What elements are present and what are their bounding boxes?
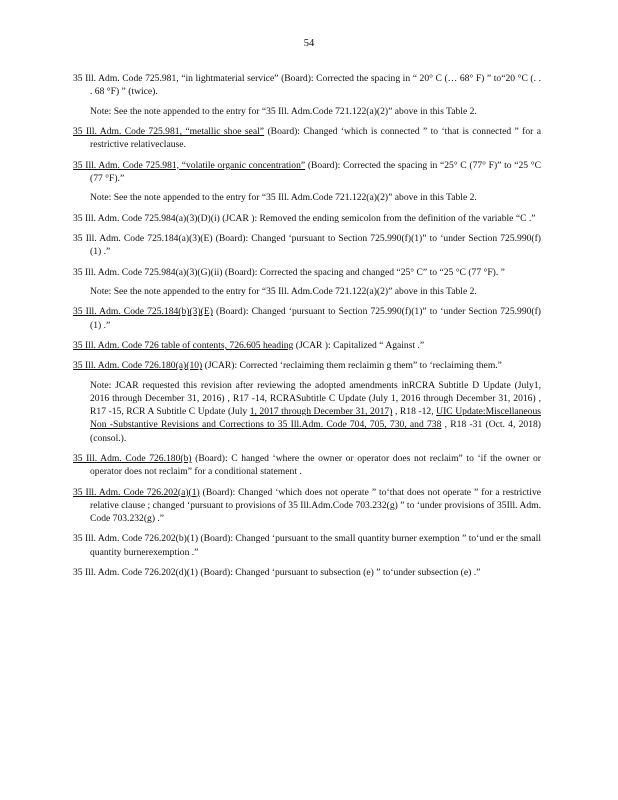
list-item <box>73 232 541 258</box>
entry-citation: 35 Ill. Adm. Code 726.202(d)(1) <box>73 566 198 578</box>
entry-citation: 35 Ill. Adm. Code 726 table of contents, 726.605 heading <box>73 339 294 351</box>
entry-description: (JCAR ): Capitalized “ Against .” <box>293 339 425 351</box>
jcar-note-text: Note: JCAR requested this revision after reviewing the adopted amendments inRCRA Subtitle D Update (July1, 2016 through December 31, 2016) , R17 -14, RCRASubtitle C Update (July 1, 2016 through December 31, 2016) , R17 -15, RCR A Subtitle C Update (July <box>90 379 541 418</box>
entry-citation: 35 Ill. Adm. Code 725.184(b)(3)(E) <box>73 306 213 318</box>
entry-description: (Board): Changed ‘pursuant to subsection (e) ” to‘under subsection (e) .” <box>197 566 481 578</box>
entry-description: (JCAR ): Removed the ending semicolon from the definition of the variable “C .” <box>219 212 536 224</box>
jcar-note-docket: UIC Update:Miscellaneous Non -Substantive Revisions and Corrections to 35 Ill.Adm. Code 704, 705, 730, and 738 <box>90 406 542 431</box>
table-note: Note: See the note appended to the entry for “35 Ill. Adm.Code 721.122(a)(2)” above in this Table 2. <box>90 285 477 297</box>
entry-citation: 35 Ill. Adm. Code 725.981, “metallic shoe seal” <box>73 125 265 137</box>
jcar-note-text: , R18 -31 (Oct. 4, 2018) (consol.). <box>90 419 541 444</box>
table-note: Note: See the note appended to the entry for “35 Ill. Adm.Code 721.122(a)(2)” above in this Table 2. <box>90 192 477 204</box>
entry-description: (Board): Corrected the spacing in “25° C (77° F)” to “25 °C (77 °F).” <box>90 159 541 184</box>
entry-description: (Board): Changed ‘pursuant to the small quantity burner exemption ” to‘und er the small quantity burnerexemption .” <box>90 533 541 558</box>
entry-citation: 35 Ill. Adm. Code 726.202(b)(1) <box>73 533 199 545</box>
table-note: Note: See the note appended to the entry for “35 Ill. Adm.Code 721.122(a)(2)” above in this Table 2. <box>90 105 477 117</box>
entry-citation: 35 Ill. Adm. Code 726.180(a)(10) <box>73 360 203 372</box>
list-item <box>73 159 541 185</box>
entry-citation: 35 Ill. Adm. Code 725.981, “in lightmaterial service” <box>73 73 279 84</box>
entry-citation: 35 Ill. Adm. Code 726.180(b) <box>73 452 192 464</box>
entry-description: (Board): Corrected the spacing in “ 20° C (… 68° F) ” to“20 °C (. . . 68 °F) ” (twice). <box>90 73 541 98</box>
list-item <box>73 452 541 478</box>
entry-description: (Board): C hanged ‘where the owner or operator does not reclaim” to ‘if the owner or operator does not reclaim” for a conditional statement . <box>90 452 541 478</box>
jcar-note-docket: 1, 2017 through December 31, 2017) <box>249 406 393 418</box>
entry-description: (JCAR): Corrected ‘reclaiming them reclaimin g them” to ‘reclaiming them.” <box>202 360 502 372</box>
list-item <box>73 72 541 98</box>
page-number: 54 <box>303 38 315 49</box>
entry-description: (Board): Changed ‘which does not operate ” to‘that does not operate ” for a restrictive relative clause ; changed ‘pursuant to provisions of 35 Ill.Adm.Code 703.232(g) ” to ‘under provisions of 35Ill. Adm. Code 703.232(g) .” <box>90 486 541 524</box>
errata-list <box>73 72 541 586</box>
list-item <box>73 212 541 225</box>
list-item <box>73 359 541 372</box>
entry-citation: 35 Ill. Adm. Code 725.984(a)(3)(D)(i) <box>73 212 220 224</box>
list-item <box>73 532 541 558</box>
list-item <box>73 305 541 331</box>
list-item <box>73 339 541 352</box>
list-item <box>73 566 541 579</box>
entry-citation: 35 Ill. Adm. Code 725.984(a)(3)(G)(ii) <box>73 266 223 278</box>
list-item <box>73 266 541 279</box>
jcar-note-text: , R18 -12, <box>392 406 437 418</box>
entry-description: (Board): Changed ‘pursuant to Section 725.990(f)(1)” to ‘under Section 725.990(f)(1) .” <box>90 232 542 258</box>
jcar-note <box>90 379 541 445</box>
entry-citation: 35 Ill. Adm. Code 725.981, “volatile organic concentration” <box>73 159 306 171</box>
entry-description: (Board): Changed ‘which is connected ” to ‘that is connected ” for a restrictive relativeclause. <box>90 125 542 151</box>
list-item <box>73 125 541 151</box>
entry-description: (Board): Changed ‘pursuant to Section 725.990(f)(1)” to ‘under Section 725.990(f)(1) .” <box>90 306 542 331</box>
entry-description: (Board): Corrected the spacing and changed “25° C” to “25 °C (77 °F). ” <box>222 266 505 278</box>
entry-citation: 35 Ill. Adm. Code 725.184(a)(3)(E) <box>73 232 213 244</box>
entry-citation: 35 Ill. Adm. Code 726.202(a)(1) <box>73 486 200 498</box>
list-item <box>73 486 541 526</box>
